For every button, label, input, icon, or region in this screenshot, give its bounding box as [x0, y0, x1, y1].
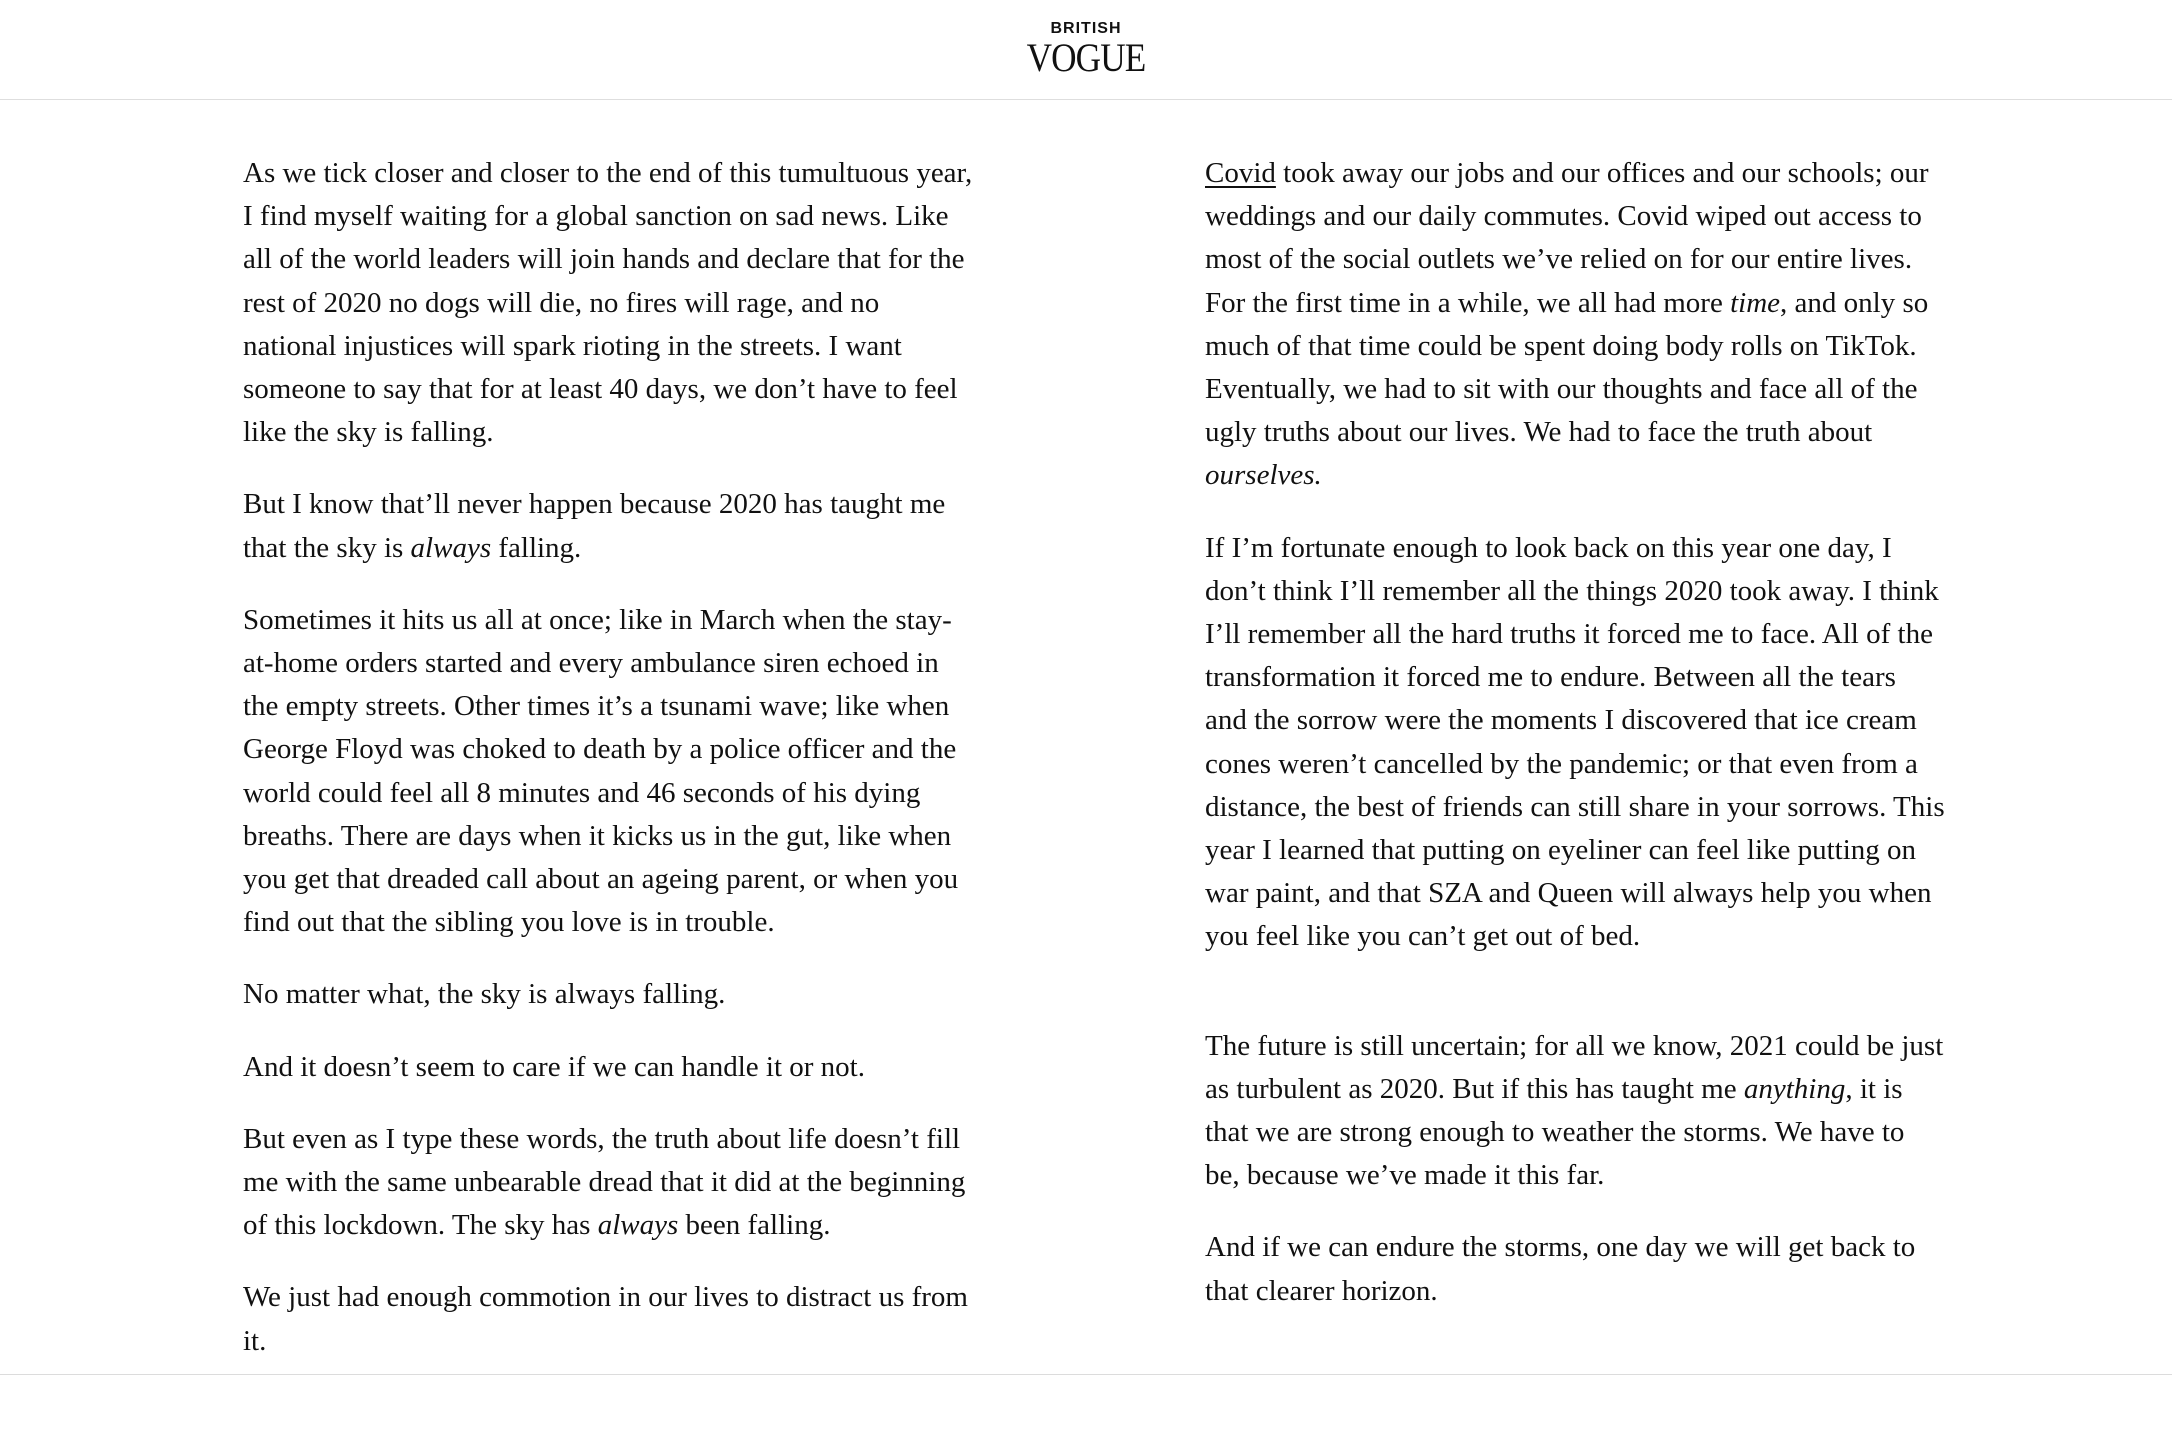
emphasis: always	[410, 531, 492, 564]
footer-divider	[0, 1374, 2172, 1375]
paragraph	[1205, 1025, 1945, 1198]
text-run: took away our jobs and our offices and our schools; our weddings and our daily commutes. Covid wiped out access to most of the social outlets we’ve relied on for our entire lives. For the first time in a while, we all had more	[1205, 157, 1929, 319]
text-run: been falling.	[678, 1209, 831, 1242]
text-run: , it is that we are strong enough to weather the storms. We have to be, because we’ve made it this far.	[1205, 1072, 1905, 1192]
article-column-left	[243, 152, 978, 1392]
text-run: , and only so much of that time could be spent doing body rolls on TikTok. Eventually, we had to sit with our thoughts and face all of the ugly truths about our lives. We had to face the truth about	[1205, 286, 1929, 449]
brand-region-label: BRITISH	[1050, 20, 1122, 37]
paragraph: No matter what, the sky is always falling.	[243, 978, 726, 1011]
paragraph: And if we can endure the storms, one day we will get back to that clearer horizon.	[1205, 1231, 1916, 1307]
covid-link[interactable]: Covid	[1205, 157, 1276, 189]
paragraph: If I’m fortunate enough to look back on this year one day, I don’t think I’ll remember all the things 2020 took away. I think I’ll remember all the hard truths it forced me to face. All of the transformation it forced me to endure. Between all the tears and the sorrow were the moments I discovered that ice cream cones weren’t cancelled by the pandemic; or that even from a distance, the best of friends can still share in your sorrows. This year I learned that putting on eyeliner can feel like putting on war paint, and that SZA and Queen will always help you when you feel like you can’t get out of bed.	[1205, 531, 1945, 953]
article-column-right	[1205, 152, 1945, 1342]
paragraph	[1205, 152, 1945, 498]
paragraph: We just had enough commotion in our lives to distract us from it.	[243, 1281, 968, 1357]
paragraph: And it doesn’t seem to care if we can handle it or not.	[243, 1050, 865, 1083]
emphasis: time	[1730, 286, 1781, 319]
text-run: falling.	[491, 531, 582, 564]
paragraph	[243, 483, 978, 569]
paragraph: Sometimes it hits us all at once; like in March when the stay-at-home orders started and every ambulance siren echoed in the empty streets. Other times it’s a tsunami wave; like when George Floyd was choked to death by a police officer and the world could feel all 8 minutes and 46 seconds of his dying breaths. There are days when it kicks us in the gut, like when you get that dreaded call about an ageing parent, or when you find out that the sibling you love is in trouble.	[243, 603, 959, 939]
masthead	[0, 0, 2172, 100]
paragraph: As we tick closer and closer to the end of this tumultuous year, I find myself waiting for a global sanction on sad news. Like all of the world leaders will join hands and declare that for the rest of 2020 no dogs will die, no fires will rage, and no national injustices will spark rioting in the streets. I want someone to say that for at least 40 days, we don’t have to feel like the sky is falling.	[243, 157, 973, 449]
emphasis: anything	[1743, 1072, 1846, 1105]
vogue-logo[interactable]: VOGUE	[1026, 35, 1146, 80]
text-run: The future is still uncertain; for all we know, 2021 could be just as turbulent as 2020. But if this has taught me	[1205, 1029, 1944, 1105]
emphasis: ourselves.	[1205, 459, 1322, 492]
paragraph	[243, 1118, 978, 1248]
text-run: But I know that’ll never happen because 2020 has taught me that the sky is	[243, 488, 946, 564]
text-run: But even as I type these words, the truth about life doesn’t fill me with the same unbearable dread that it did at the beginning of this lockdown. The sky has	[243, 1122, 966, 1242]
emphasis: always	[597, 1209, 679, 1242]
